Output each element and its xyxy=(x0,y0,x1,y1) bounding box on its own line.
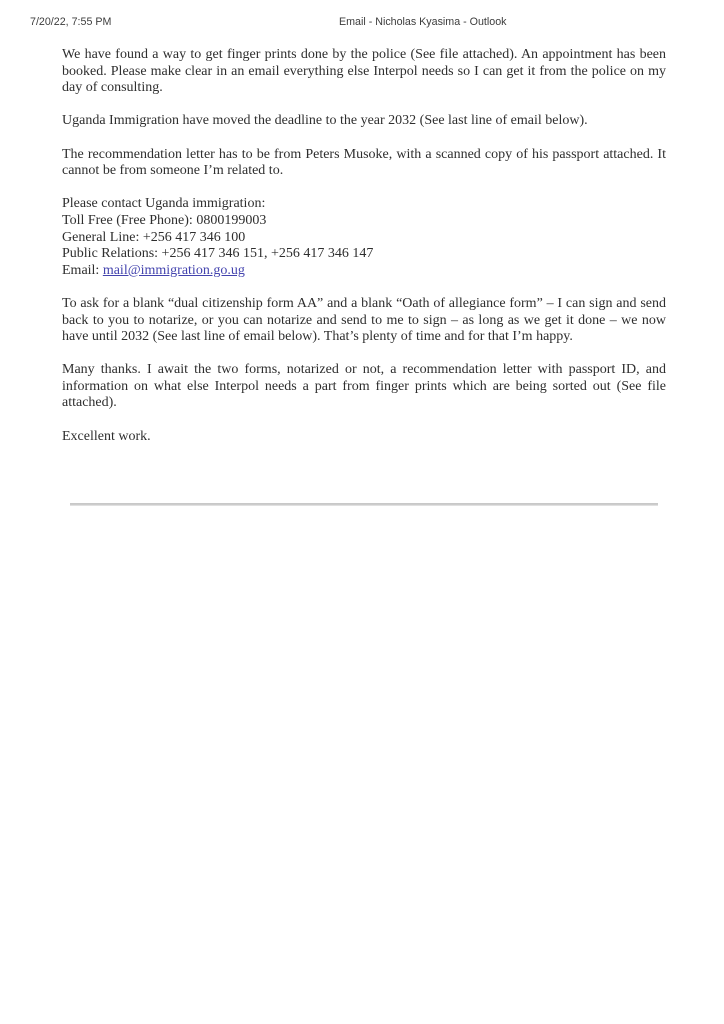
print-header xyxy=(0,0,724,34)
email-paragraph-forms: To ask for a blank “dual citizenship form AA” and a blank “Oath of allegiance form” – I can sign and send back to you to notarize, or you can notarize and send to me to sign – as long as we get it done – we now have until 2032 (See last line of email below). That’s plenty of time and for that I’m happy. xyxy=(62,295,666,345)
email-paragraph-thanks: Many thanks. I await the two forms, notarized or not, a recommendation letter with passport ID, and information on what else Interpol needs a part from finger prints which are being sorted out (See file attached). xyxy=(62,362,666,411)
email-body xyxy=(62,47,666,445)
email-paragraph-fingerprints: We have found a way to get finger prints done by the police (See file attached). An appointment has been booked. Please make clear in an email everything else Interpol needs so I can get it from the police on my day of consulting. xyxy=(62,47,666,96)
contact-block xyxy=(62,196,666,279)
contact-toll-free: Toll Free (Free Phone): 0800199003 xyxy=(62,212,267,228)
contact-intro: Please contact Uganda immigration: xyxy=(62,196,266,212)
email-closing: Excellent work. xyxy=(62,428,151,444)
immigration-email-link[interactable]: mail@immigration.go.ug xyxy=(102,262,245,278)
print-datetime: 7/20/22, 7:55 PM xyxy=(30,16,112,28)
contact-email-line xyxy=(62,263,666,280)
contact-email-label: Email: xyxy=(62,262,103,278)
email-paragraph-deadline: Uganda Immigration have moved the deadline to the year 2032 (See last line of email below). xyxy=(62,113,588,129)
message-divider xyxy=(70,503,658,506)
print-document-title: Email - Nicholas Kyasima - Outlook xyxy=(339,16,507,28)
contact-general-line: General Line: +256 417 346 100 xyxy=(62,229,246,245)
contact-public-relations: Public Relations: +256 417 346 151, +256 417 346 147 xyxy=(62,246,374,262)
email-paragraph-recommendation: The recommendation letter has to be from Peters Musoke, with a scanned copy of his passport attached. It cannot be from someone I’m related to. xyxy=(62,146,666,179)
